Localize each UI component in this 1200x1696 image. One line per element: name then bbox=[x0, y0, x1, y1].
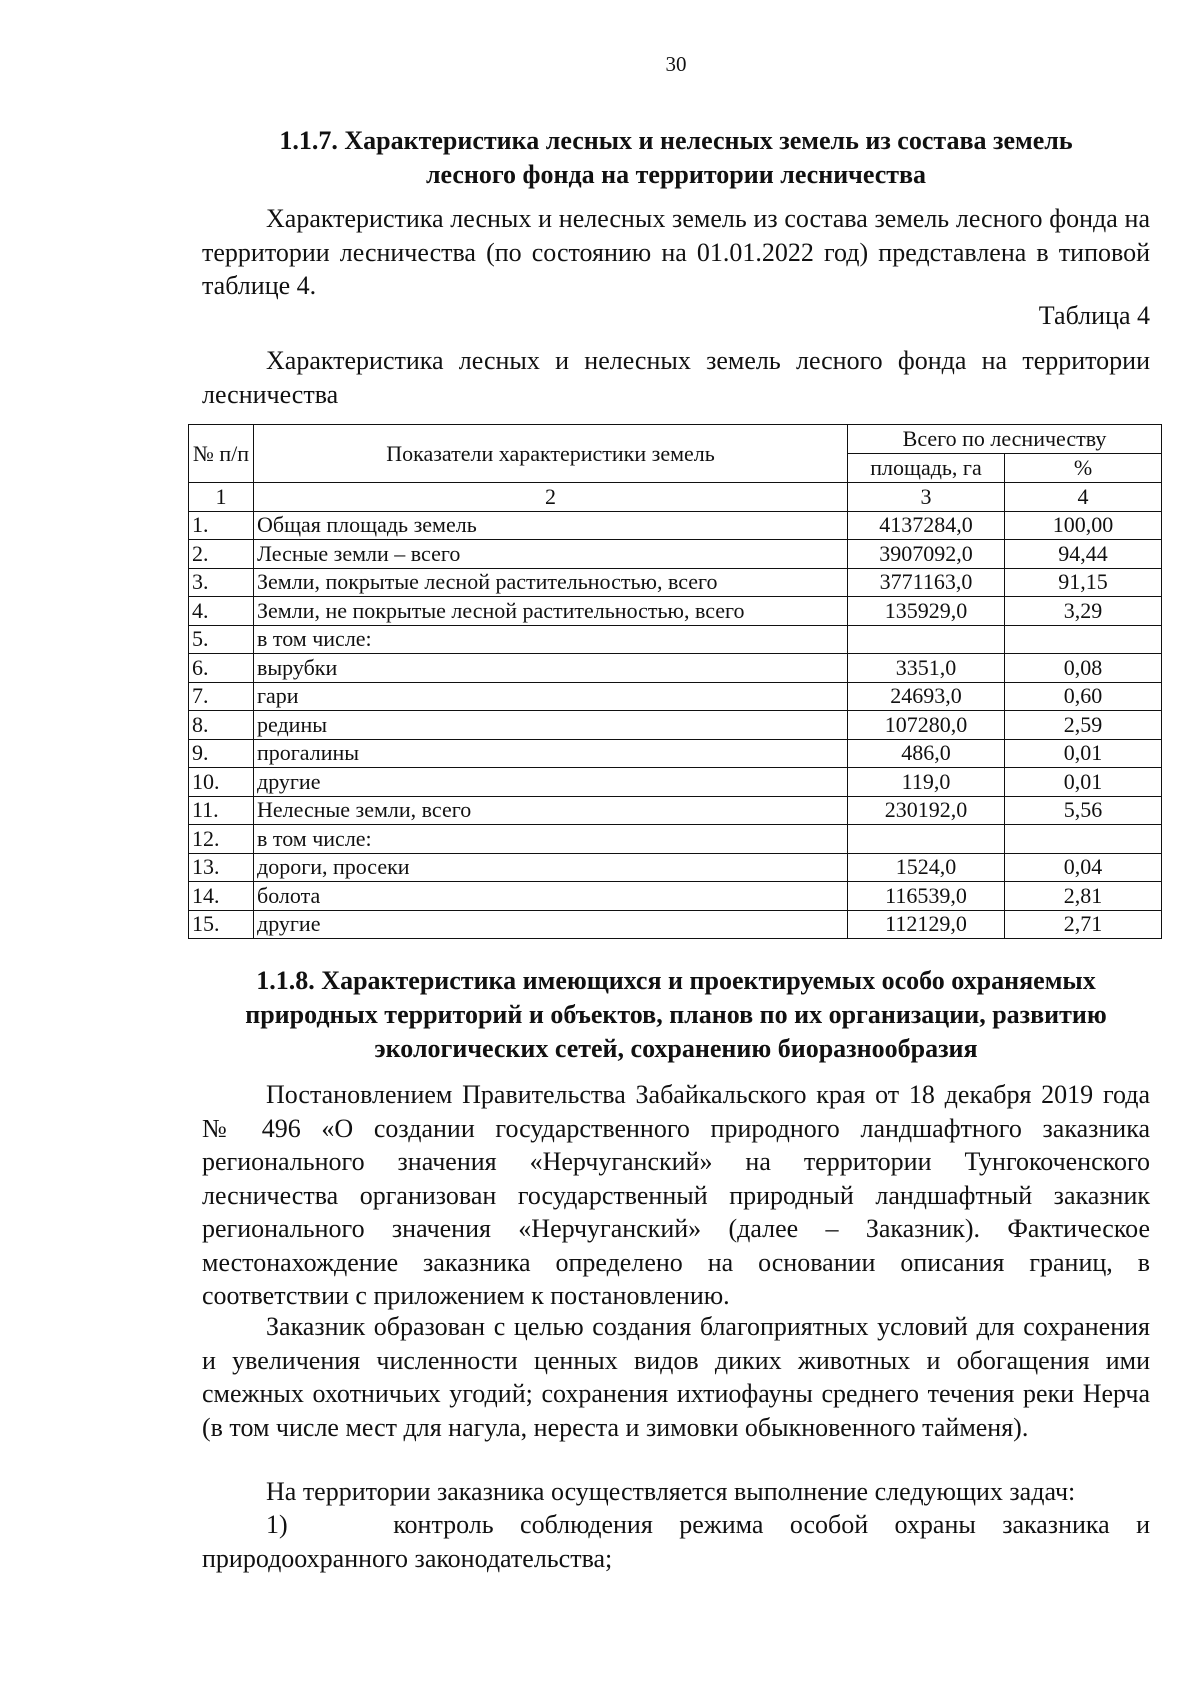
col-number: 4 bbox=[1005, 483, 1162, 512]
row-name: Земли, покрытые лесной растительностью, всего bbox=[254, 568, 848, 597]
table-row bbox=[189, 654, 1162, 683]
row-area: 116539,0 bbox=[848, 882, 1005, 911]
row-percent: 2,81 bbox=[1005, 882, 1162, 911]
col-number: 1 bbox=[189, 483, 254, 512]
table-row bbox=[189, 910, 1162, 939]
row-area bbox=[848, 825, 1005, 854]
col-number: 3 bbox=[848, 483, 1005, 512]
row-name: гари bbox=[254, 682, 848, 711]
row-num: 4. bbox=[189, 597, 254, 626]
paragraph-decree: Постановлением Правительства Забайкальского края от 18 декабря 2019 года № 496 «О создании государственного природного ландшафтного заказника регионального значения «Нерчуганский» на территории Тунгокоченского лесничества организован государственный природный ландшафтный заказник регионального значения «Нерчуганский» (далее – Заказник). Фактическое местонахождение заказника определено на основании описания границ, в соответствии с приложением к постановлению. bbox=[202, 1080, 1150, 1310]
section-heading-line: природных территорий и объектов, планов по их организации, развитию bbox=[245, 1000, 1107, 1029]
row-percent: 94,44 bbox=[1005, 540, 1162, 569]
row-percent bbox=[1005, 625, 1162, 654]
table-row bbox=[189, 711, 1162, 740]
row-area: 112129,0 bbox=[848, 910, 1005, 939]
row-percent: 0,08 bbox=[1005, 654, 1162, 683]
row-percent: 0,01 bbox=[1005, 739, 1162, 768]
row-name: Земли, не покрытые лесной растительностью, всего bbox=[254, 597, 848, 626]
table-row bbox=[189, 682, 1162, 711]
row-num: 7. bbox=[189, 682, 254, 711]
row-num: 15. bbox=[189, 910, 254, 939]
row-name: редины bbox=[254, 711, 848, 740]
table-row bbox=[189, 796, 1162, 825]
land-characteristics-table bbox=[188, 424, 1162, 939]
row-percent: 2,71 bbox=[1005, 910, 1162, 939]
row-area bbox=[848, 625, 1005, 654]
row-percent: 0,01 bbox=[1005, 768, 1162, 797]
row-percent: 3,29 bbox=[1005, 597, 1162, 626]
table-row bbox=[189, 853, 1162, 882]
table-caption: Характеристика лесных и нелесных земель лесного фонда на территории лесничества bbox=[202, 346, 1150, 409]
table-row bbox=[189, 768, 1162, 797]
table-row bbox=[189, 625, 1162, 654]
row-name: прогалины bbox=[254, 739, 848, 768]
page-number: 30 bbox=[665, 52, 687, 76]
row-num: 1. bbox=[189, 511, 254, 540]
row-area: 3771163,0 bbox=[848, 568, 1005, 597]
row-num: 11. bbox=[189, 796, 254, 825]
row-num: 5. bbox=[189, 625, 254, 654]
section-heading-1-1-8 bbox=[200, 964, 1152, 1066]
row-percent: 5,56 bbox=[1005, 796, 1162, 825]
header-area: площадь, га bbox=[848, 454, 1005, 483]
row-name: в том числе: bbox=[254, 625, 848, 654]
row-area: 24693,0 bbox=[848, 682, 1005, 711]
row-percent: 2,59 bbox=[1005, 711, 1162, 740]
row-num: 12. bbox=[189, 825, 254, 854]
section-heading-1-1-7 bbox=[200, 124, 1152, 192]
table-row bbox=[189, 882, 1162, 911]
section-heading-line: экологических сетей, сохранению биоразнообразия bbox=[374, 1034, 978, 1063]
row-num: 8. bbox=[189, 711, 254, 740]
row-percent: 91,15 bbox=[1005, 568, 1162, 597]
table-row bbox=[189, 739, 1162, 768]
table-row bbox=[189, 540, 1162, 569]
section-heading-line: лесного фонда на территории лесничества bbox=[425, 160, 927, 189]
row-num: 10. bbox=[189, 768, 254, 797]
row-num: 14. bbox=[189, 882, 254, 911]
row-name: вырубки bbox=[254, 654, 848, 683]
row-num: 3. bbox=[189, 568, 254, 597]
row-name: Нелесные земли, всего bbox=[254, 796, 848, 825]
row-name: болота bbox=[254, 882, 848, 911]
section-heading-line: 1.1.8. Характеристика имеющихся и проектируемых особо охраняемых bbox=[256, 966, 1096, 995]
row-area: 107280,0 bbox=[848, 711, 1005, 740]
row-name: в том числе: bbox=[254, 825, 848, 854]
row-percent: 0,60 bbox=[1005, 682, 1162, 711]
paragraph-tasks-intro: На территории заказника осуществляется выполнение следующих задач: bbox=[266, 1477, 1076, 1506]
row-name: Общая площадь земель bbox=[254, 511, 848, 540]
row-name: другие bbox=[254, 910, 848, 939]
row-area: 3907092,0 bbox=[848, 540, 1005, 569]
table-label: Таблица 4 bbox=[1038, 301, 1150, 330]
row-area: 119,0 bbox=[848, 768, 1005, 797]
row-area: 230192,0 bbox=[848, 796, 1005, 825]
row-num: 9. bbox=[189, 739, 254, 768]
row-percent bbox=[1005, 825, 1162, 854]
row-name: Лесные земли – всего bbox=[254, 540, 848, 569]
header-indicator: Показатели характеристики земель bbox=[254, 425, 848, 483]
header-total: Всего по лесничеству bbox=[848, 425, 1162, 454]
table-row bbox=[189, 511, 1162, 540]
table-row bbox=[189, 568, 1162, 597]
header-percent: % bbox=[1005, 454, 1162, 483]
section-heading-line: 1.1.7. Характеристика лесных и нелесных земель из состава земель bbox=[279, 126, 1073, 155]
row-num: 6. bbox=[189, 654, 254, 683]
header-num: № п/п bbox=[189, 425, 254, 483]
row-area: 486,0 bbox=[848, 739, 1005, 768]
row-area: 1524,0 bbox=[848, 853, 1005, 882]
row-percent: 100,00 bbox=[1005, 511, 1162, 540]
row-num: 2. bbox=[189, 540, 254, 569]
table-row bbox=[189, 597, 1162, 626]
row-area: 135929,0 bbox=[848, 597, 1005, 626]
row-num: 13. bbox=[189, 853, 254, 882]
row-name: дороги, просеки bbox=[254, 853, 848, 882]
intro-paragraph: Характеристика лесных и нелесных земель из состава земель лесного фонда на территории лесничества (по состоянию на 01.01.2022 год) представлена в типовой таблице 4. bbox=[202, 204, 1150, 300]
row-area: 4137284,0 bbox=[848, 511, 1005, 540]
row-name: другие bbox=[254, 768, 848, 797]
paragraph-task-1: 1) контроль соблюдения режима особой охраны заказника и природоохранного законодательства; bbox=[202, 1510, 1157, 1573]
paragraph-purpose: Заказник образован с целью создания благоприятных условий для сохранения и увеличения численности ценных видов диких животных и обогащения ими смежных охотничьих угодий; сохранения ихтиофауны среднего течения реки Нерча (в том числе мест для нагула, нереста и зимовки обыкновенного тайменя). bbox=[202, 1312, 1150, 1442]
col-number: 2 bbox=[254, 483, 848, 512]
row-percent: 0,04 bbox=[1005, 853, 1162, 882]
row-area: 3351,0 bbox=[848, 654, 1005, 683]
table-row bbox=[189, 825, 1162, 854]
